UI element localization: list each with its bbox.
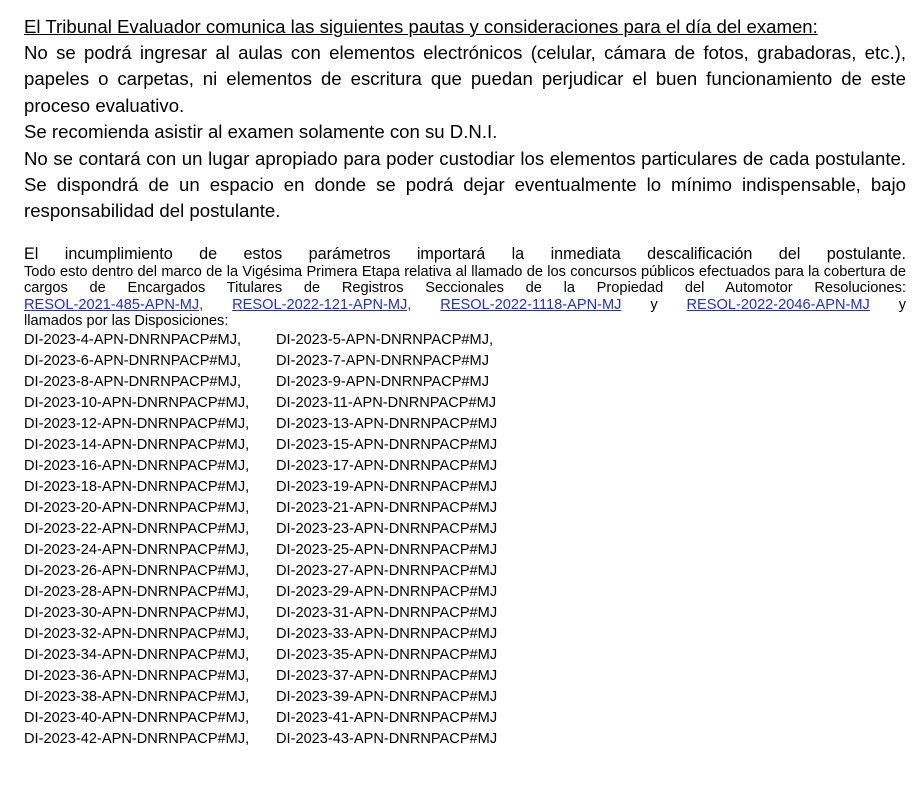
disposition-item: DI-2023-19-APN-DNRNPACP#MJ: [276, 478, 498, 495]
disposition-item: DI-2023-14-APN-DNRNPACP#MJ,: [24, 436, 250, 453]
resolution-link-2022-121[interactable]: RESOL-2022-121-APN-MJ,: [232, 296, 412, 313]
framework-paragraph: Todo esto dentro del marco de la Vigésima Primera Etapa relativa al llamado de los concursos públicos efectuados para la cobertura de cargos de Encargados Titulares de Registros Seccionales de la Propiedad del Automotor Resoluciones:: [24, 263, 906, 297]
disposition-row: [24, 477, 906, 498]
rules-section: [24, 40, 906, 225]
disposition-item: DI-2023-39-APN-DNRNPACP#MJ: [276, 688, 498, 705]
disposition-row: [24, 330, 906, 351]
disposition-item: DI-2023-8-APN-DNRNPACP#MJ,: [24, 373, 242, 390]
disposition-item: DI-2023-21-APN-DNRNPACP#MJ: [276, 499, 498, 516]
disposition-item: DI-2023-26-APN-DNRNPACP#MJ,: [24, 562, 250, 579]
disposition-item: DI-2023-9-APN-DNRNPACP#MJ: [276, 373, 490, 390]
disposition-row: [24, 666, 906, 687]
disposition-row: [24, 414, 906, 435]
disposition-item: DI-2023-42-APN-DNRNPACP#MJ,: [24, 730, 250, 747]
disposition-row: [24, 561, 906, 582]
disposition-item: DI-2023-23-APN-DNRNPACP#MJ: [276, 520, 498, 537]
notice-heading-colon: :: [812, 16, 818, 37]
disposition-item: DI-2023-34-APN-DNRNPACP#MJ,: [24, 646, 250, 663]
resolutions-line: [24, 297, 906, 314]
disposition-item: DI-2023-6-APN-DNRNPACP#MJ,: [24, 352, 242, 369]
disposition-item: DI-2023-17-APN-DNRNPACP#MJ: [276, 457, 498, 474]
notice-heading: [24, 14, 906, 40]
disposition-row: [24, 372, 906, 393]
resolution-link-2022-1118[interactable]: RESOL-2022-1118-APN-MJ: [440, 296, 622, 313]
disposition-item: DI-2023-4-APN-DNRNPACP#MJ,: [24, 331, 242, 348]
disposition-item: DI-2023-40-APN-DNRNPACP#MJ,: [24, 709, 250, 726]
disposition-item: DI-2023-32-APN-DNRNPACP#MJ,: [24, 625, 250, 642]
disposition-item: DI-2023-35-APN-DNRNPACP#MJ: [276, 646, 498, 663]
rule-paragraph-belongings: No se contará con un lugar apropiado para poder custodiar los elementos particulares de cada postulante. Se dispondrá de un espacio en donde se podrá dejar eventualmente lo mínimo indispensable, bajo responsabilidad del postulante.: [24, 147, 906, 222]
disposition-item: DI-2023-30-APN-DNRNPACP#MJ,: [24, 604, 250, 621]
framework-section: [24, 264, 906, 330]
disposition-row: [24, 624, 906, 645]
conjunction-text: y: [650, 296, 658, 313]
disposition-item: DI-2023-25-APN-DNRNPACP#MJ: [276, 541, 498, 558]
disposition-item: DI-2023-43-APN-DNRNPACP#MJ: [276, 730, 498, 747]
disposition-item: DI-2023-12-APN-DNRNPACP#MJ,: [24, 415, 250, 432]
disposition-item: DI-2023-33-APN-DNRNPACP#MJ: [276, 625, 498, 642]
disposition-row: [24, 603, 906, 624]
disposition-item: DI-2023-28-APN-DNRNPACP#MJ,: [24, 583, 250, 600]
rule-paragraph-dni: Se recomienda asistir al examen solamente con su D.N.I.: [24, 121, 498, 143]
notice-heading-text: El Tribunal Evaluador comunica las siguientes pautas y consideraciones para el día del examen: [24, 16, 813, 37]
document-body: [24, 14, 906, 750]
disposition-row: [24, 687, 906, 708]
disposition-row: [24, 393, 906, 414]
disposition-item: DI-2023-11-APN-DNRNPACP#MJ: [276, 394, 497, 411]
disposition-item: DI-2023-22-APN-DNRNPACP#MJ,: [24, 520, 250, 537]
disposition-row: [24, 729, 906, 750]
disposition-item: DI-2023-31-APN-DNRNPACP#MJ: [276, 604, 498, 621]
disposition-item: DI-2023-41-APN-DNRNPACP#MJ: [276, 709, 498, 726]
disposition-item: DI-2023-15-APN-DNRNPACP#MJ: [276, 436, 498, 453]
disposition-item: DI-2023-38-APN-DNRNPACP#MJ,: [24, 688, 250, 705]
disposition-row: [24, 582, 906, 603]
disposition-item: DI-2023-5-APN-DNRNPACP#MJ,: [276, 331, 494, 348]
disposition-item: DI-2023-27-APN-DNRNPACP#MJ: [276, 562, 498, 579]
disposition-row: [24, 456, 906, 477]
disposition-item: DI-2023-24-APN-DNRNPACP#MJ,: [24, 541, 250, 558]
disposition-item: DI-2023-13-APN-DNRNPACP#MJ: [276, 415, 498, 432]
disposition-item: DI-2023-20-APN-DNRNPACP#MJ,: [24, 499, 250, 516]
disposition-item: DI-2023-29-APN-DNRNPACP#MJ: [276, 583, 498, 600]
resolution-link-2021-485[interactable]: RESOL-2021-485-APN-MJ,: [24, 296, 204, 313]
disposition-item: DI-2023-18-APN-DNRNPACP#MJ,: [24, 478, 250, 495]
disposition-row: [24, 351, 906, 372]
dispositions-intro: llamados por las Disposiciones:: [24, 313, 229, 330]
resolution-link-2022-2046[interactable]: RESOL-2022-2046-APN-MJ: [686, 296, 870, 313]
rule-paragraph-electronics: No se podrá ingresar al aulas con elementos electrónicos (celular, cámara de fotos, grabadoras, etc.), papeles o carpetas, ni elementos de escritura que puedan perjudicar el buen funcionamiento de este proceso evaluativo.: [24, 42, 906, 116]
disposition-row: [24, 540, 906, 561]
disposition-row: [24, 498, 906, 519]
disposition-row: [24, 645, 906, 666]
disposition-row: [24, 435, 906, 456]
disposition-item: DI-2023-10-APN-DNRNPACP#MJ,: [24, 394, 250, 411]
disposition-item: DI-2023-36-APN-DNRNPACP#MJ,: [24, 667, 250, 684]
disposition-item: DI-2023-7-APN-DNRNPACP#MJ: [276, 352, 490, 369]
disposition-item: DI-2023-37-APN-DNRNPACP#MJ: [276, 667, 498, 684]
disposition-item: DI-2023-16-APN-DNRNPACP#MJ,: [24, 457, 250, 474]
dispositions-list: [24, 330, 906, 750]
disposition-row: [24, 519, 906, 540]
conjunction-text-trailing: y: [898, 296, 906, 313]
disqualification-warning: El incumplimiento de estos parámetros importará la inmediata descalificación del postulante.: [24, 244, 906, 263]
disposition-row: [24, 708, 906, 729]
